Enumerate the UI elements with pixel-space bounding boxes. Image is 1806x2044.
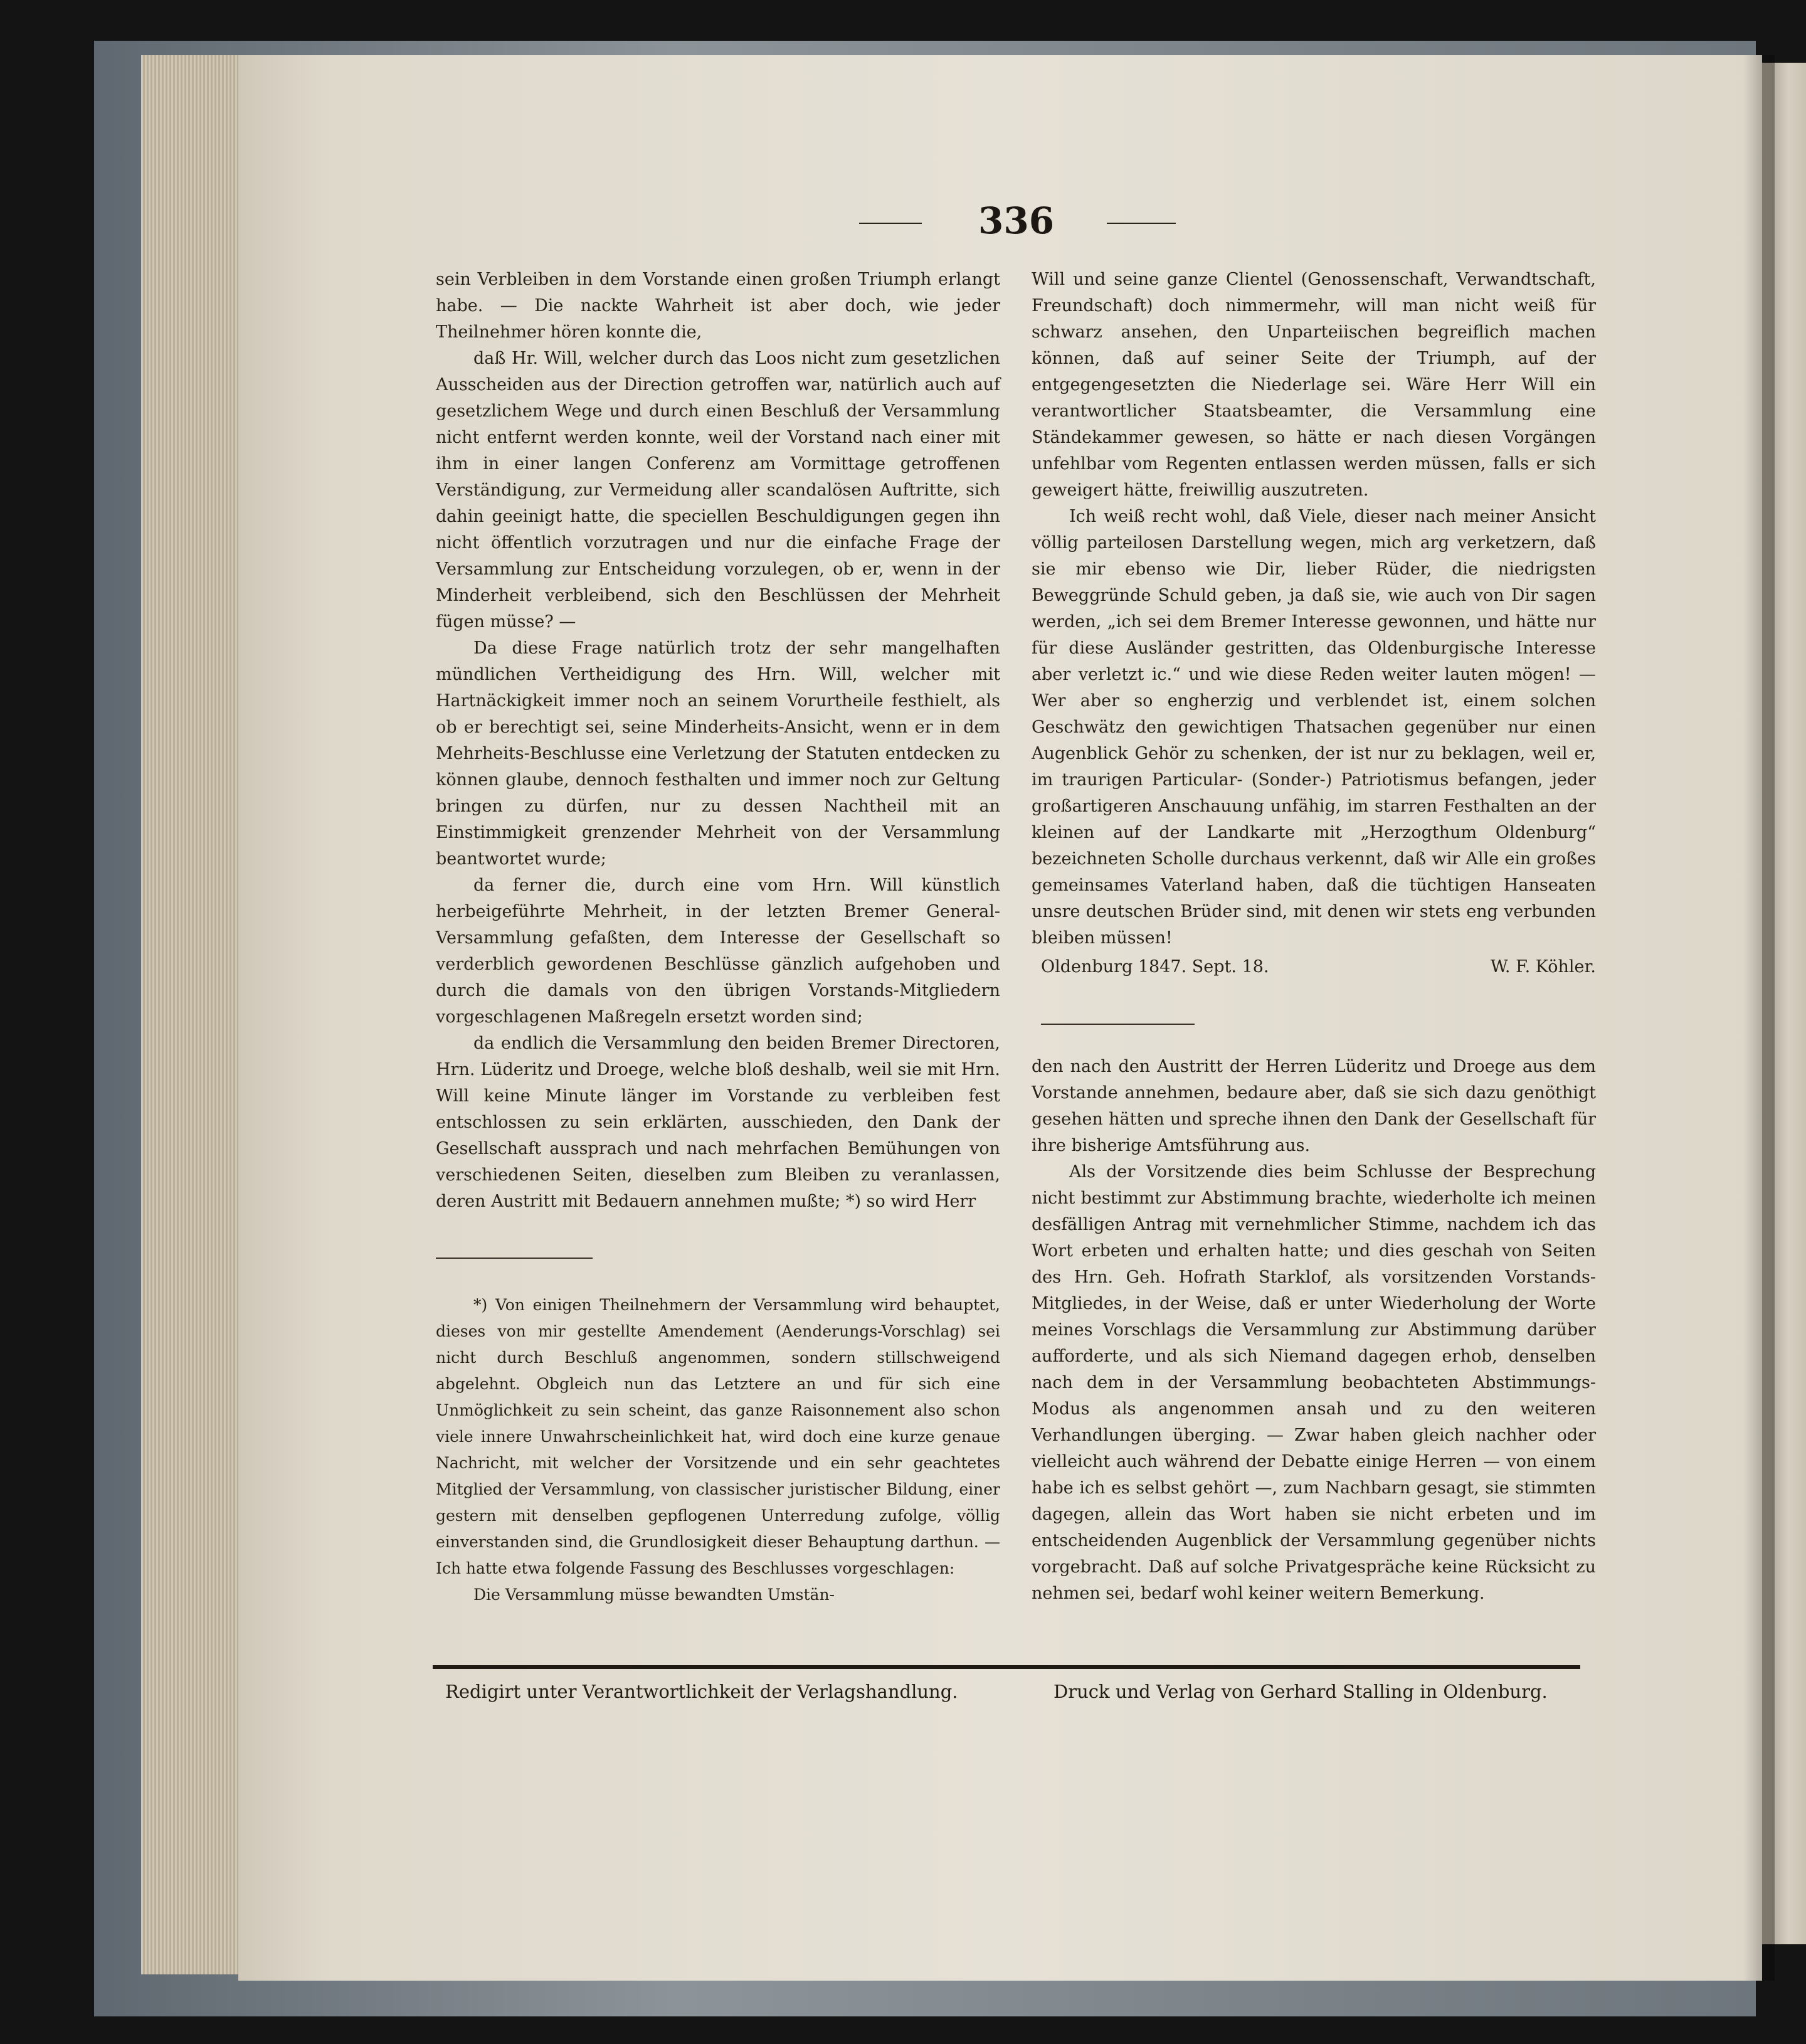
footnote [436, 1292, 1000, 1608]
page-number: 336 [978, 199, 1055, 242]
paragraph: da ferner die, durch eine vom Hrn. Will künstlich herbeigeführte Mehrheit, in der letzten Bremer General-Versammlung gefaßten, dem Interesse der Gesellschaft so verderblich gewordenen Beschlüsse gänzlich aufgehoben und durch die damals von den übrigen Vorstands-Mitgliedern vorgeschlagenen Maßregeln ersetzt worden sind; [436, 876, 1000, 1027]
right-column-upper [1032, 267, 1596, 980]
gutter-shadow [1743, 55, 1775, 1981]
paragraph: Da diese Frage natürlich trotz der sehr mangelhaften mündlichen Vertheidigung des Hrn. Will, welcher mit Hartnäckigkeit immer noch an seinem Vorurtheile festhielt, als ob er berechtigt sei, seine Minderheits-Ansicht, wenn er in dem Mehrheits-Beschlusse eine Verletzung der Statuten entdecken zu können glaube, dennoch festhalten und immer noch zur Geltung bringen zu dürfen, nur zu dessen Nachtheil mit an Einstimmigkeit grenzender Mehrheit von der Versammlung beantwortet wurde; [436, 638, 1000, 869]
paragraph: daß Hr. Will, welcher durch das Loos nicht zum gesetzlichen Ausscheiden aus der Direction getroffen war, natürlich auch auf gesetzlichem Wege und durch einen Beschluß der Versammlung nicht entfernt werden konnte, weil der Vorstand nach einer mit ihm in einer langen Conferenz am Vormittage getroffenen Verständigung, zur Vermeidung aller scandalösen Auftritte, sich dahin geeinigt hatte, die speciellen Beschuldigungen gegen ihn nicht öffentlich vorzutragen und nur die einfache Frage der Versammlung zur Entscheidung vorzulegen, ob er, wenn in der Minderheit verbleibend, sich den Beschlüssen der Mehrheit fügen müsse? — [436, 349, 1000, 632]
signature-place-date: Oldenburg 1847. Sept. 18. [1041, 957, 1269, 977]
footnote-continuation: Die Versammlung müsse bewandten Umstän- [473, 1586, 835, 1604]
footer-publisher: Druck und Verlag von Gerhard Stalling in Oldenburg. [1054, 1681, 1548, 1702]
left-column [436, 267, 1000, 1215]
signature-name: W. F. Köhler. [1490, 957, 1596, 977]
paragraph: den nach den Austritt der Herren Lüderitz und Droege aus dem Vorstande annehmen, bedaure aber, daß sie sich dazu genöthigt gesehen hätten und spreche ihnen den Dank der Gesellschaft für ihre bisherige Amtsführung aus. [1032, 1057, 1596, 1155]
footer-editorial: Redigirt unter Verantwortlichkeit der Verlagshandlung. [445, 1681, 958, 1702]
header-rule-right [1107, 223, 1176, 224]
paragraph: Will und seine ganze Clientel (Genossenschaft, Verwandtschaft, Freundschaft) doch nimmermehr, will man nicht weiß für schwarz ansehen, den Unparteiischen begreiflich machen können, daß auf seiner Seite der Triumph, auf der entgegengesetzten die Niederlage sei. Wäre Herr Will ein verantwortlicher Staatsbeamter, die Versammlung eine Ständekammer gewesen, so hätte er nach diesen Vorgängen unfehlbar vom Regenten entlassen werden müssen, falls er sich geweigert hätte, freiwillig auszutreten. [1032, 270, 1596, 500]
header-rule-left [859, 223, 922, 224]
paragraph: sein Verbleiben in dem Vorstande einen großen Triumph erlangt habe. — Die nackte Wahrheit ist aber doch, wie jeder Theilnehmer hören konnte die, [436, 270, 1000, 342]
signature-line [1032, 954, 1596, 980]
paragraph: Ich weiß recht wohl, daß Viele, dieser nach meiner Ansicht völlig parteilosen Darstellung wegen, mich arg verketzern, daß sie mir ebenso wie Dir, lieber Rüder, die niedrigsten Beweggründe Schuld geben, ja daß sie, wie auch von Dir sagen werden, „ich sei dem Bremer Interesse gewonnen, und hätte nur für diese Ausländer gestritten, das Oldenburgische Interesse aber verletzt ic.“ und wie diese Reden weiter lauten mögen! — Wer aber so engherzig und verblendet ist, einem solchen Geschwätz den gewichtigen Thatsachen gegenüber nur einen Augenblick Gehör zu schenken, der ist nur zu beklagen, weil er, im traurigen Particular- (Sonder-) Patriotismus befangen, jeder großartigeren Anschauung unfähig, im starren Festhalten an der kleinen auf der Landkarte mit „Herzogthum Oldenburg“ bezeichneten Scholle durchaus verkennt, daß wir Alle ein großes gemeinsames Vaterland haben, daß die tüchtigen Hanseaten unsre deutschen Brüder sind, mit denen wir stets eng verbunden bleiben müssen! [1032, 507, 1596, 948]
paragraph: Als der Vorsitzende dies beim Schlusse der Besprechung nicht bestimmt zur Abstimmung brachte, wiederholte ich meinen desfälligen Antrag mit vernehmlicher Stimme, nachdem ich das Wort erbeten und erhalten hatte; und dies geschah von Seiten des Hrn. Geh. Hofrath Starklof, als vorsitzenden Vorstands-Mitgliedes, in der Weise, daß er unter Wiederholung der Worte meines Vorschlags die Versammlung zur Abstimmung darüber aufforderte, und als sich Niemand dagegen erhob, denselben nach dem in der Versammlung beobachteten Abstimmungs-Modus als angenommen ansah und zu den weiteren Verhandlungen überging. — Zwar haben gleich nachher oder vielleicht auch während der Debatte einige Herren — von einem habe ich es selbst gehört —, zum Nachbarn gesagt, sie stimmten dagegen, allein das Wort haben sie nicht erbeten und im entscheidenden Augenblick der Versammlung gegenüber nichts vorgebracht. Daß auf solche Privatgespräche keine Rücksicht zu nehmen sei, bedarf wohl keiner weitern Bemerkung. [1032, 1162, 1596, 1603]
section-rule [1041, 1024, 1195, 1025]
footnote-text: *) Von einigen Theilnehmern der Versammlung wird behauptet, dieses von mir gestellte Amendement (Aenderungs-Vorschlag) sei nicht durch Beschluß angenommen, sondern stillschweigend abgelehnt. Obgleich nun das Letztere an und für sich eine Unmöglichkeit zu sein scheint, das ganze Raisonnement also schon viele innere Unwahrscheinlichkeit hat, wird doch eine kurze genaue Nachricht, mit welcher der Vorsitzende und ein sehr geachtetes Mitglied der Versammlung, von classischer juristischer Bildung, einer gestern mit denselben gepflogenen Unterredung zufolge, völlig einverstanden sind, die Grundlosigkeit dieser Behauptung darthun. — Ich hatte etwa folgende Fassung des Beschlusses vorgeschlagen: [436, 1296, 1000, 1577]
right-column-lower [1032, 1054, 1596, 1607]
footer-rule [433, 1665, 1580, 1669]
footnote-rule [436, 1258, 593, 1259]
page-edges [141, 55, 241, 1974]
paragraph: da endlich die Versammlung den beiden Bremer Directoren, Hrn. Lüderitz und Droege, welche bloß deshalb, weil sie mit Hrn. Will keine Minute länger im Vorstande zu verbleiben fest entschlossen zu sein erklärten, ausschieden, den Dank der Gesellschaft aussprach und nach mehrfachen Bemühungen von verschiedenen Seiten, dieselben zum Bleiben zu veranlassen, deren Austritt mit Bedauern annehmen mußte; *) so wird Herr [436, 1034, 1000, 1211]
